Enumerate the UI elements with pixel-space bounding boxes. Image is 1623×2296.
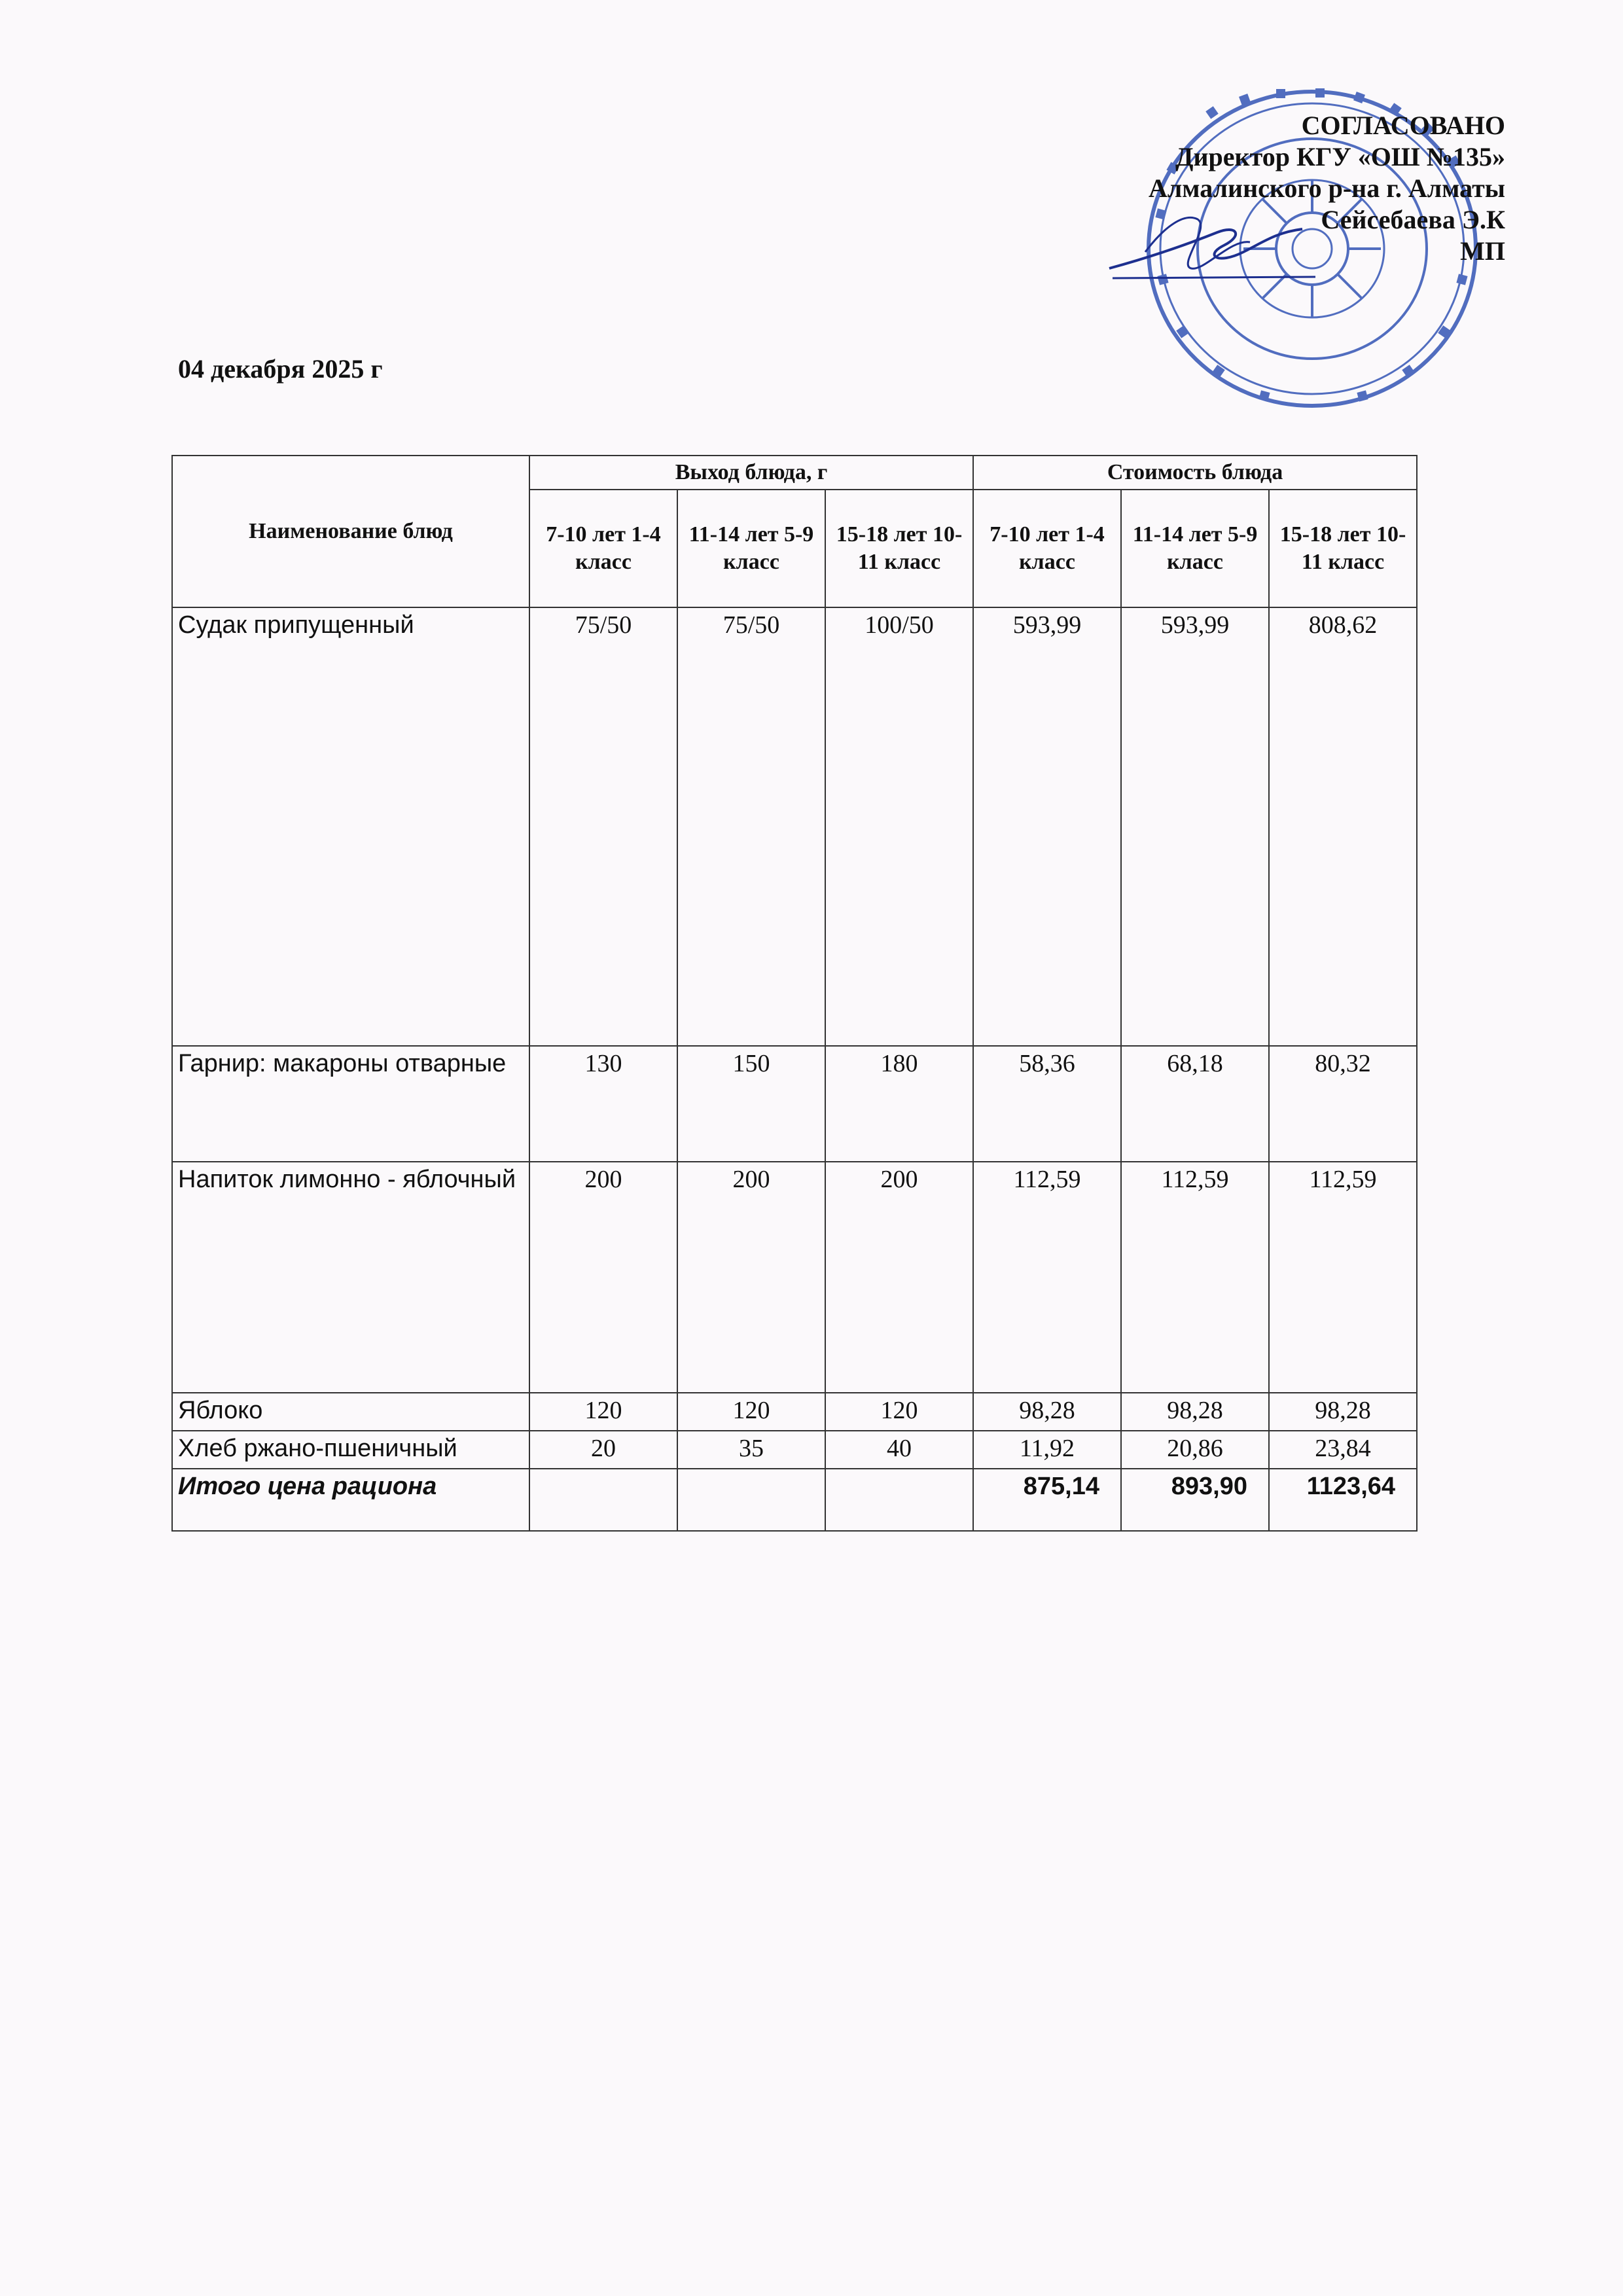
table-cell: 120 [529, 1393, 677, 1431]
table-cell: 98,28 [973, 1393, 1121, 1431]
header-cost-group: Стоимость блюда [973, 456, 1417, 490]
total-row [172, 1469, 1417, 1531]
table-row [172, 1393, 1417, 1431]
header-dish-name: Наименование блюд [172, 456, 529, 607]
header-cost-7-10: 7-10 лет 1-4 класс [973, 490, 1121, 607]
table-cell: 20,86 [1121, 1431, 1269, 1469]
dish-name: Гарнир: макароны отварные [172, 1046, 529, 1162]
dish-name: Напиток лимонно - яблочный [172, 1162, 529, 1393]
table-cell: 23,84 [1269, 1431, 1417, 1469]
table-cell: 112,59 [1121, 1162, 1269, 1393]
header-cost-15-18: 15-18 лет 10-11 класс [1269, 490, 1417, 607]
table-cell: 200 [529, 1162, 677, 1393]
table-cell: 98,28 [1121, 1393, 1269, 1431]
approval-district: Алмалинского р-на г. Алматы [1148, 173, 1505, 203]
table-row [172, 607, 1417, 1046]
table-cell [825, 1469, 973, 1531]
table-cell: 112,59 [1269, 1162, 1417, 1393]
table-row [172, 1431, 1417, 1469]
dish-name: Хлеб ржано-пшеничный [172, 1431, 529, 1469]
table-cell: 180 [825, 1046, 973, 1162]
table-cell: 68,18 [1121, 1046, 1269, 1162]
header-yield-group: Выход блюда, г [529, 456, 973, 490]
table-cell: 58,36 [973, 1046, 1121, 1162]
approval-seal-label: МП [1460, 236, 1505, 266]
table-cell: 40 [825, 1431, 973, 1469]
table-cell: 200 [677, 1162, 825, 1393]
header-yield-11-14: 11-14 лет 5-9 класс [677, 490, 825, 607]
approval-title: СОГЛАСОВАНО [1301, 111, 1505, 140]
header-yield-7-10: 7-10 лет 1-4 класс [529, 490, 677, 607]
table-cell: 75/50 [677, 607, 825, 1046]
table-cell: 593,99 [1121, 607, 1269, 1046]
table-cell: 120 [677, 1393, 825, 1431]
total-cost-7-10: 875,14 [973, 1469, 1121, 1531]
table-row [172, 1162, 1417, 1393]
table-cell: 35 [677, 1431, 825, 1469]
approval-block [1149, 110, 1505, 267]
table-cell: 120 [825, 1393, 973, 1431]
table-cell: 200 [825, 1162, 973, 1393]
table-cell: 130 [529, 1046, 677, 1162]
table-cell: 75/50 [529, 607, 677, 1046]
header-cost-11-14: 11-14 лет 5-9 класс [1121, 490, 1269, 607]
total-label: Итого цена рациона [172, 1469, 529, 1531]
dish-name: Судак припущенный [172, 607, 529, 1046]
menu-table [171, 455, 1418, 1532]
table-cell: 593,99 [973, 607, 1121, 1046]
table-cell: 98,28 [1269, 1393, 1417, 1431]
table-cell: 11,92 [973, 1431, 1121, 1469]
table-cell: 808,62 [1269, 607, 1417, 1046]
table-cell: 150 [677, 1046, 825, 1162]
table-cell: 80,32 [1269, 1046, 1417, 1162]
table-row [172, 1046, 1417, 1162]
document-date: 04 декабря 2025 г [178, 354, 383, 384]
dish-name: Яблоко [172, 1393, 529, 1431]
table-cell: 112,59 [973, 1162, 1121, 1393]
approval-name: Сейсебаева Э.К [1321, 205, 1505, 234]
total-cost-15-18: 1123,64 [1269, 1469, 1417, 1531]
table-cell: 20 [529, 1431, 677, 1469]
table-cell [677, 1469, 825, 1531]
header-yield-15-18: 15-18 лет 10-11 класс [825, 490, 973, 607]
approval-position: Директор КГУ «ОШ №135» [1175, 142, 1505, 171]
table-cell [529, 1469, 677, 1531]
table-cell: 100/50 [825, 607, 973, 1046]
total-cost-11-14: 893,90 [1121, 1469, 1269, 1531]
